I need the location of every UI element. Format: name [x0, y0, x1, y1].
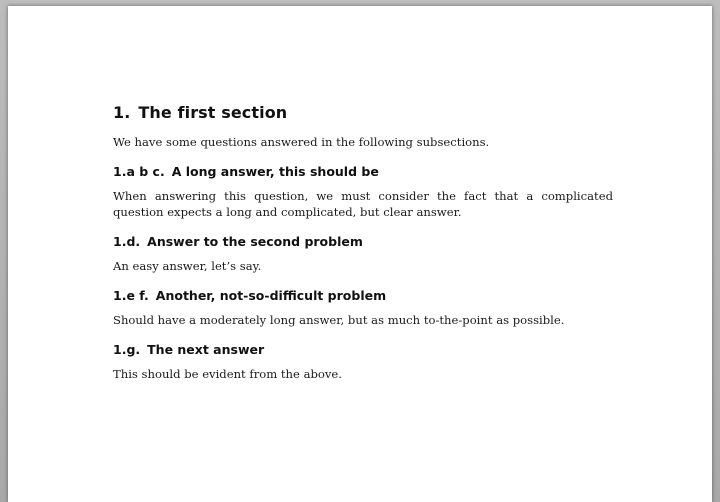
- document-page: [8, 6, 712, 502]
- section-number: 1.: [113, 103, 131, 122]
- subsection-number: 1.a b c.: [113, 164, 165, 179]
- subsection-number: 1.e f.: [113, 288, 149, 303]
- subsection-heading: [113, 234, 613, 249]
- subsection-number: 1.g.: [113, 342, 141, 357]
- subsection-title: Another, not-so-difficult problem: [155, 288, 387, 303]
- section-title: The first section: [138, 103, 288, 122]
- subsection-body: Should have a moderately long answer, but as much to-the-point as possible.: [113, 313, 565, 327]
- subsection-heading: [113, 164, 613, 179]
- subsection-number: 1.d.: [113, 234, 141, 249]
- subsection-title: Answer to the second problem: [147, 234, 363, 249]
- subsection-heading: [113, 342, 613, 357]
- section-intro: We have some questions answered in the following subsections.: [113, 135, 490, 149]
- section-heading: [113, 103, 613, 122]
- subsection-heading: [113, 288, 613, 303]
- subsection-body: When answering this question, we must consider the fact that a complicated question expects a long and complicated, but clear answer.: [113, 189, 613, 219]
- subsection-title: A long answer, this should be: [171, 164, 379, 179]
- page-content: [113, 103, 613, 382]
- subsection-title: The next answer: [147, 342, 265, 357]
- subsection-body: An easy answer, let’s say.: [113, 259, 262, 273]
- subsection-body: This should be evident from the above.: [113, 367, 342, 381]
